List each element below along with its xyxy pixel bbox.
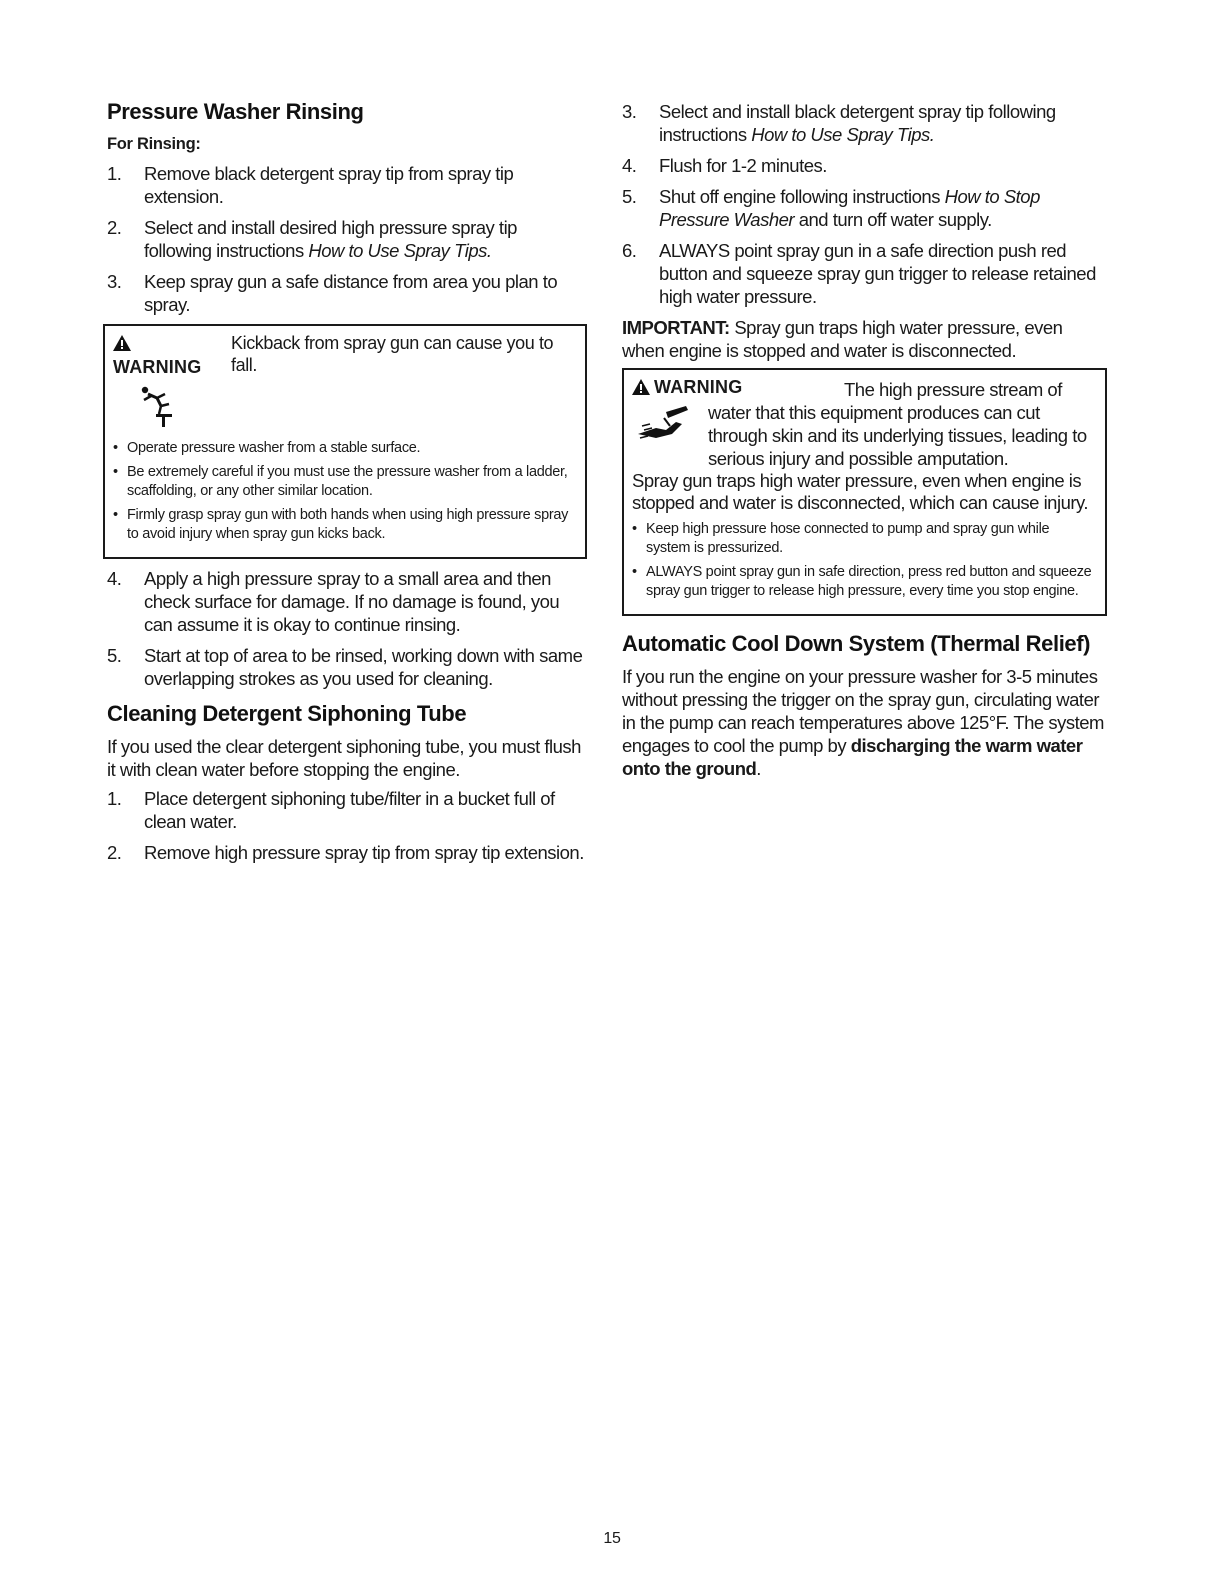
rinsing-steps-continued — [107, 567, 587, 690]
warning-label: WARNING — [113, 357, 202, 377]
list-item: 3. Keep spray gun a safe distance from area you plan to spray. — [107, 271, 558, 315]
list-item: 6. ALWAYS point spray gun in a safe direction push red button and squeeze spray gun trigger to release retained high water pressure. — [622, 240, 1096, 307]
cleaning-intro: If you used the clear detergent siphoning tube, you must flush it with clean water before stopping the engine. — [107, 736, 581, 780]
list-item: 4. Apply a high pressure spray to a small area and then check surface for damage. If no damage is found, you can assume it is okay to continue rinsing. — [107, 568, 560, 635]
warning-body: Spray gun traps high water pressure, even when engine is stopped and water is disconnected, which can cause injury. — [632, 470, 1089, 513]
warning-box-kickback — [103, 324, 587, 559]
list-item: • Firmly grasp spray gun with both hands when using high pressure spray to avoid injury when spray gun kicks back. — [113, 506, 577, 544]
important-label: IMPORTANT: — [622, 317, 730, 338]
cleaning-steps — [107, 787, 587, 864]
right-column — [622, 100, 1107, 786]
list-item: 2. Remove high pressure spray tip from spray tip extension. — [107, 842, 584, 863]
list-item: 1. Remove black detergent spray tip from spray tip extension. — [107, 163, 514, 207]
left-column — [107, 100, 587, 872]
section-title-thermal: Automatic Cool Down System (Thermal Relief) — [622, 631, 1091, 656]
list-item: • Be extremely careful if you must use the pressure washer from a ladder, scaffolding, or any other similar location. — [113, 463, 577, 501]
page-number: 15 — [603, 1530, 621, 1547]
warning-text: Kickback from spray gun can cause you to fall. — [231, 333, 554, 375]
important-note: IMPORTANT: Spray gun traps high water pressure, even when engine is stopped and water is disconnected. — [622, 317, 1063, 361]
warning-text: The high pressure stream of water that this equipment produces can cut through skin and its underlying tissues, leading to serious injury and possible amputation. — [708, 379, 1087, 469]
list-item: 5. Start at top of area to be rinsed, working down with same overlapping strokes as you used for cleaning. — [107, 645, 583, 689]
warning-box-injection — [622, 368, 1107, 616]
section-title-cleaning: Cleaning Detergent Siphoning Tube — [107, 701, 467, 726]
list-item: • Keep high pressure hose connected to pump and spray gun while system is pressurized. — [632, 520, 1097, 558]
rinsing-steps — [107, 162, 587, 316]
list-item: • Operate pressure washer from a stable surface. — [113, 439, 577, 458]
person-falling-icon — [139, 384, 231, 433]
list-item: 2. Select and install desired high pressure spray tip following instructions How to Use Spray Tips. — [107, 217, 517, 261]
warning-bullets — [632, 520, 1097, 601]
thermal-text: If you run the engine on your pressure washer for 3-5 minutes without pressing the trigger on the spray gun, circulating water in the pump can reach temperatures above 125°F. The system engages to cool the pump by discharging the warm water onto the ground. — [622, 666, 1104, 779]
cleaning-steps-continued — [622, 100, 1107, 308]
warning-bullets — [113, 439, 577, 544]
warning-triangle-icon — [113, 334, 131, 356]
warning-label: WARNING — [654, 377, 743, 397]
list-item: 3. Select and install black detergent spray tip following instructions How to Use Spray Tips. — [622, 101, 1056, 145]
list-item: 4. Flush for 1-2 minutes. — [622, 155, 827, 176]
list-item: • ALWAYS point spray gun in safe direction, press red button and squeeze spray gun trigger to release high pressure, every time you stop engine. — [632, 563, 1097, 601]
list-item: 1. Place detergent siphoning tube/filter in a bucket full of clean water. — [107, 788, 555, 832]
subtitle-for-rinsing: For Rinsing: — [107, 135, 201, 153]
section-title-rinsing: Pressure Washer Rinsing — [107, 99, 364, 124]
list-item: 5. Shut off engine following instructions How to Stop Pressure Washer and turn off water supply. — [622, 186, 1040, 230]
